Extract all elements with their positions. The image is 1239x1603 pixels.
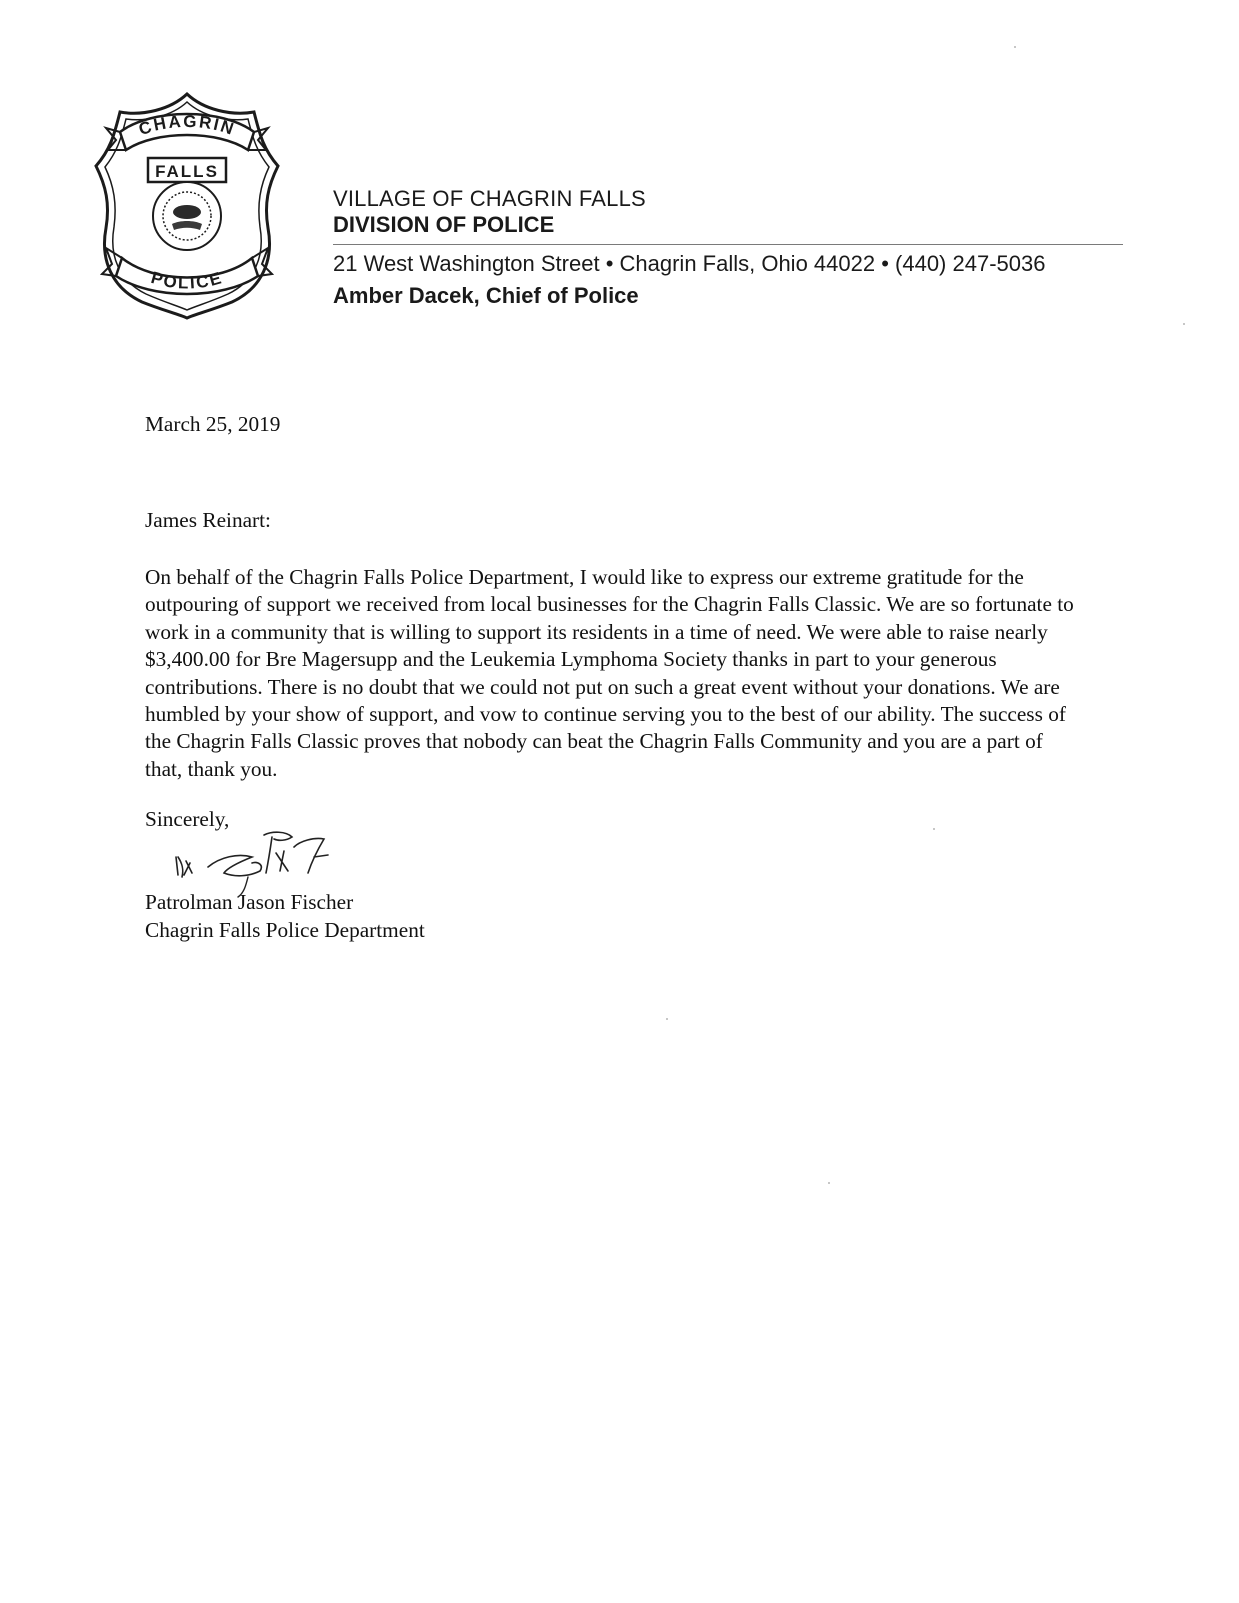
signer-name: Patrolman Jason Fischer bbox=[145, 890, 354, 914]
svg-text:CHAGRIN: CHAGRIN bbox=[136, 111, 238, 140]
svg-text:FALLS: FALLS bbox=[155, 162, 219, 181]
chief-of-police: Amber Dacek, Chief of Police bbox=[333, 283, 639, 308]
signer-department: Chagrin Falls Police Department bbox=[145, 918, 425, 942]
letterhead-address: 21 West Washington Street • Chagrin Falls, Ohio 44022 • (440) 247-5036 bbox=[333, 251, 1046, 276]
police-badge-logo bbox=[92, 88, 282, 320]
letterhead-divider bbox=[333, 244, 1123, 245]
police-badge-icon bbox=[92, 88, 282, 320]
scan-speck bbox=[1183, 323, 1185, 325]
letter-body: On behalf of the Chagrin Falls Police Department, I would like to express our extreme gratitude for the outpouring of support we received from local businesses for the Chagrin Falls Classic. We are so fortunate to work in a community that is willing to support its residents in a time of need. We were able to raise nearly $3,400.00 for Bre Magersupp and the Leukemia Lymphoma Society thanks in part to your generous contributions. There is no doubt that we could not put on such a great event without your donations. We are humbled by your show of support, and vow to continue serving you to the best of our ability. The success of the Chagrin Falls Classic proves that nobody can beat the Chagrin Falls Community and you are a part of that, thank you. bbox=[145, 565, 1074, 781]
letter-date: March 25, 2019 bbox=[145, 412, 281, 436]
division-name: DIVISION OF POLICE bbox=[333, 212, 555, 237]
letter-salutation: James Reinart: bbox=[145, 508, 271, 532]
svg-text:POLICE: POLICE bbox=[148, 267, 226, 293]
scan-speck bbox=[933, 828, 935, 830]
scan-speck bbox=[1014, 46, 1016, 48]
letter-closing: Sincerely, bbox=[145, 807, 230, 831]
organization-name: VILLAGE OF CHAGRIN FALLS bbox=[333, 186, 646, 211]
letterhead bbox=[333, 186, 1123, 313]
scan-speck bbox=[666, 1018, 668, 1020]
scan-speck bbox=[828, 1182, 830, 1184]
